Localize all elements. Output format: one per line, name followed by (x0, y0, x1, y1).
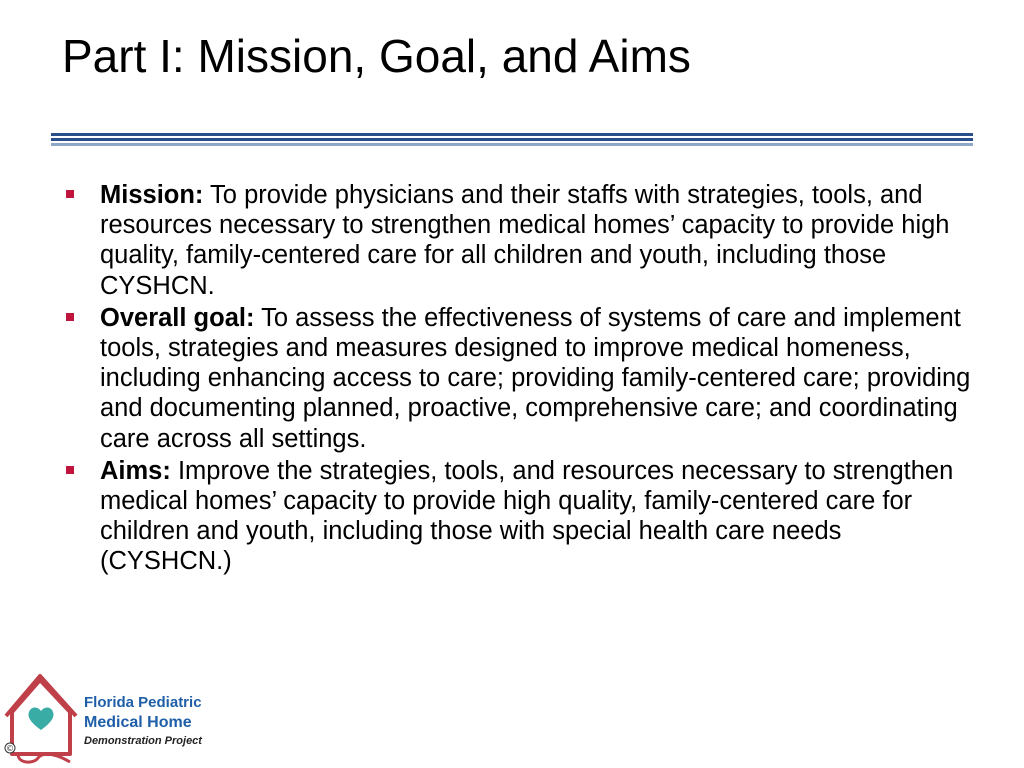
copyright-mark: © (6, 744, 14, 753)
slide-title: Part I: Mission, Goal, and Aims (62, 30, 691, 82)
logo-line-1: Florida Pediatric (84, 694, 202, 711)
bullet-aims (62, 456, 972, 577)
bullet-text: To provide physicians and their staffs with strategies, tools, and resources necessary to strengthen medical homes’ capacity to provide high quality, family-centered care for all children and youth, including those CYSHCN. (100, 181, 950, 300)
bullet-text: To assess the effectiveness of systems of care and implement tools, strategies and measures designed to improve medical homeness, including enhancing access to care; providing family-centered care; providing and documenting planned, proactive, comprehensive care; and coordinating care across all settings. (100, 303, 971, 453)
logo-line-2: Medical Home (84, 714, 192, 731)
square-bullet-icon (66, 313, 74, 321)
bullet-term: Overall goal: (100, 303, 255, 332)
bullet-list (62, 180, 972, 579)
florida-pediatric-medical-home-logo (4, 672, 204, 766)
house-heart-stethoscope-icon (4, 672, 84, 766)
bullet-mission (62, 180, 972, 301)
square-bullet-icon (66, 466, 74, 474)
bullet-term: Mission: (100, 181, 204, 209)
bullet-term: Aims: (100, 456, 171, 485)
title-divider (51, 133, 973, 147)
bullet-text: Improve the strategies, tools, and resources necessary to strengthen medical homes’ capacity to provide high quality, family-centered care for children and youth, including those with special health care needs (CYSHCN.) (100, 456, 954, 576)
bullet-overall-goal (62, 303, 972, 454)
square-bullet-icon (66, 190, 74, 198)
logo-line-3: Demonstration Project (84, 735, 202, 747)
